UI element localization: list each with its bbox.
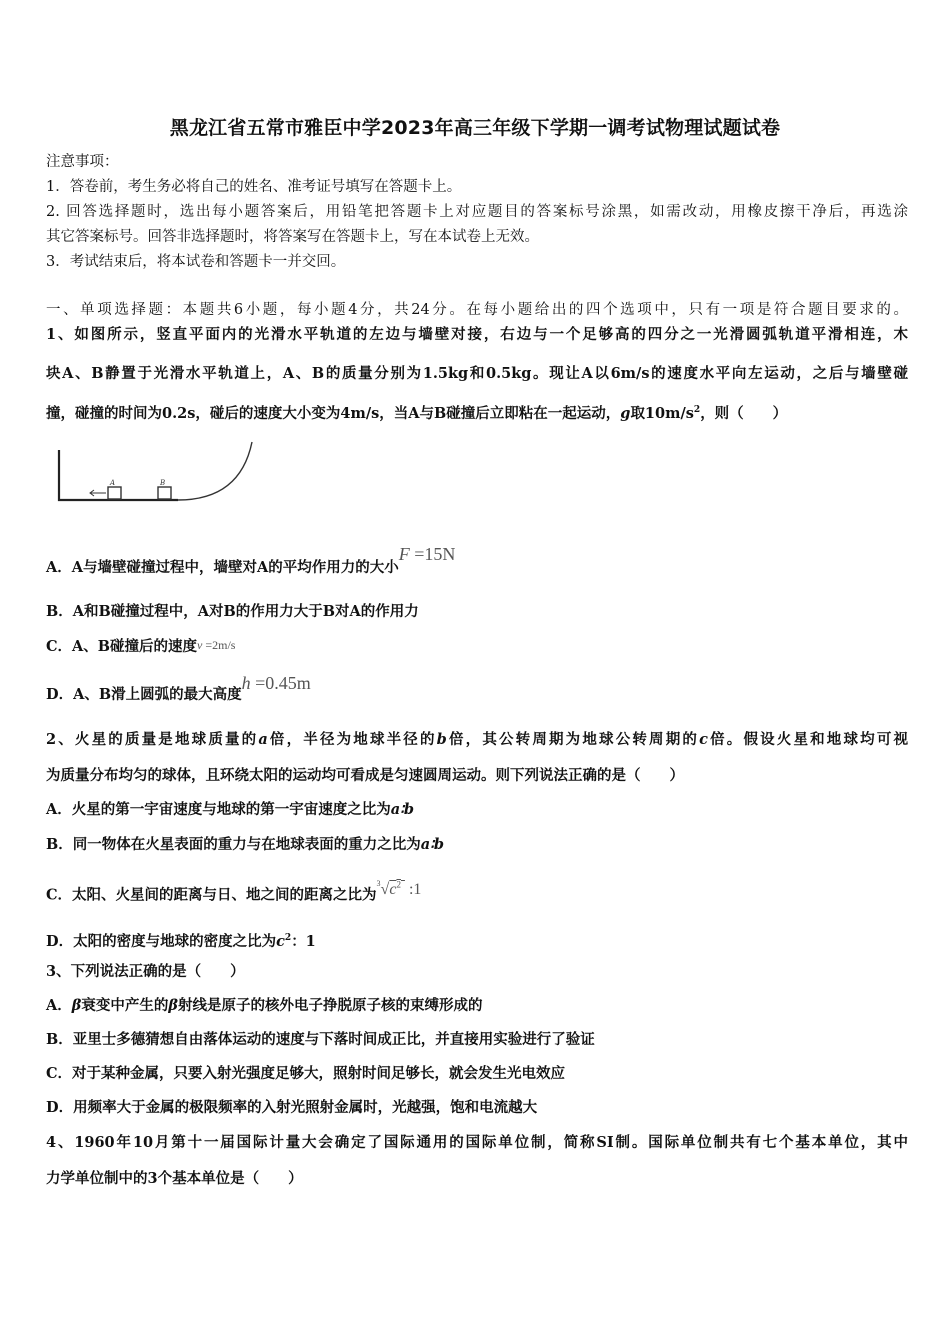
q2-option-b — [46, 835, 908, 855]
q3-option-a — [46, 996, 908, 1016]
beta-symbol: β — [71, 997, 82, 1014]
q1-stem-line-3 — [46, 400, 908, 424]
q1-stem-line-1: 1、如图所示，竖直平面内的光滑水平轨道的左边与墙壁对接，右边与一个足够高的四分之一光滑圆弧轨道平滑相连，木 — [46, 326, 908, 343]
q2-option-d-text: D．太阳的密度与地球的密度之比为 — [46, 932, 277, 950]
q1-option-d — [46, 673, 908, 705]
q1-stem-line-2: 块A、B静置于光滑水平轨道上，A、B的质量分别为1.5kg和0.5kg。现让A以6m/s的速度水平向左运动，之后与墙壁碰 — [46, 365, 908, 382]
q1-g-value: 取10m/s — [630, 404, 694, 422]
q3-option-a-post: 射线是原子的核外电子挣脱原子核的束缚形成的 — [178, 997, 483, 1014]
label-b: B — [160, 479, 166, 487]
q2-text-3: 倍，其公转周期为地球公转周期的 — [446, 731, 700, 748]
q2-text-4: 倍。假设火星和地球均可视 — [707, 731, 909, 748]
q3-option-d: D．用频率大于金属的极限频率的入射光照射金属时，光越强，饱和电流越大 — [46, 1099, 538, 1116]
q1-g-exponent: 2 — [693, 405, 701, 415]
root-radicand — [389, 881, 405, 898]
q2-stem-line-2: 为质量分布均匀的球体，且环绕太阳的运动均可看成是匀速圆周运动。则下列说法正确的是（ ） — [46, 767, 684, 784]
notice-item-2: 2. 回答选择题时，选出每小题答案后，用铅笔把答题卡上对应题目的答案标号涂黑，如需改动，用橡皮擦干净后，再选涂 — [46, 204, 908, 220]
q3-option-c: C．对于某种金属，只要入射光强度足够大，照射时间足够长，就会发生光电效应 — [46, 1065, 566, 1082]
q2-option-b-ratio: a∶b — [420, 836, 445, 853]
math-var: h — [241, 673, 251, 693]
math-var: v — [197, 638, 203, 652]
q2-option-d — [46, 928, 908, 952]
q2-option-d-var: c — [276, 932, 285, 950]
q1-g-symbol: g — [620, 404, 631, 422]
q1-option-c-math — [197, 638, 235, 652]
q2-var-b: b — [436, 731, 447, 748]
q2-text-2: 倍，半径为地球半径的 — [267, 731, 437, 748]
label-a: A — [110, 479, 116, 487]
q4-stem-line-2: 力学单位制中的3个基本单位是（ ） — [46, 1170, 303, 1187]
q1-stem-text: 撞，碰撞的时间为0.2s，碰后的速度大小变为4m/s，当A与B碰撞后立即粘在一起运动， — [46, 404, 621, 422]
wall-and-track — [59, 450, 178, 500]
q2-stem-line-1 — [46, 730, 908, 750]
notice-item-1: 1．答卷前，考生务必将自己的姓名、准考证号填写在答题卡上。 — [46, 179, 462, 195]
beta-symbol-2: β — [168, 997, 179, 1014]
root-exp: 2 — [396, 880, 401, 890]
block-a — [108, 487, 121, 499]
q2-option-d-end: ：1 — [291, 932, 316, 950]
q2-var-a: a — [258, 731, 268, 748]
math-rest: =0.45m — [250, 673, 311, 693]
q2-option-a-ratio: a∶b — [390, 801, 415, 818]
q3-option-b: B．亚里士多德猜想自由落体运动的速度与下落时间成正比，并直接用实验进行了验证 — [46, 1031, 595, 1048]
q2-option-c-text: C．太阳、火星间的距离与日、地之间的距离之比为 — [46, 886, 377, 904]
q3-option-a-label: A． — [46, 997, 72, 1014]
arc-track — [178, 442, 252, 500]
notice-item-3: 3．考试结束后，将本试卷和答题卡一并交回。 — [46, 254, 346, 270]
q1-option-d-text: D．A、B滑上圆弧的最大高度 — [46, 686, 242, 703]
q1-option-c-text: C．A、B碰撞后的速度 — [46, 638, 198, 655]
q2-option-a-text: A．火星的第一宇宙速度与地球的第一宇宙速度之比为 — [46, 801, 391, 818]
q2-option-c-math — [377, 881, 422, 898]
root-index: 3 — [376, 879, 381, 889]
q3-option-a-mid: 衰变中产生的 — [81, 997, 169, 1014]
notice-heading: 注意事项： — [46, 154, 119, 170]
block-b — [158, 487, 171, 499]
math-var: F — [398, 544, 410, 564]
q2-option-a — [46, 800, 908, 820]
q1-option-d-math — [242, 673, 311, 693]
q1-option-b: B．A和B碰撞过程中，A对B的作用力大于B对A的作用力 — [46, 603, 419, 620]
notice-item-2-cont: 其它答案标号。回答非选择题时，将答案写在答题卡上，写在本试卷上无效。 — [46, 229, 539, 245]
q1-option-c — [46, 637, 908, 657]
q2-option-d-sup: 2 — [284, 933, 292, 943]
q1-option-a — [46, 544, 908, 578]
q2-var-c: c — [699, 731, 708, 748]
root-base: c — [389, 881, 397, 899]
q2-text-1: 2、火星的质量是地球质量的 — [46, 731, 259, 748]
q2-option-c — [46, 880, 908, 907]
math-rest: =15N — [409, 544, 456, 564]
q3-stem: 3、下列说法正确的是（ ） — [46, 963, 245, 980]
radical-sign: √ — [380, 881, 390, 899]
section-heading: 一、单项选择题：本题共6小题，每小题4分，共24分。在每小题给出的四个选项中，只有一项是符合题目要求的。 — [46, 302, 908, 318]
q1-option-a-text: A．A与墙壁碰撞过程中，墙壁对A的平均作用力的大小 — [46, 559, 399, 576]
q4-stem-line-1: 4、1960年10月第十一届国际计量大会确定了国际通用的国际单位制，简称SI制。国际单位制共有七个基本单位，其中 — [46, 1134, 908, 1151]
exam-title: 黑龙江省五常市雅臣中学2023年高三年级下学期一调考试物理试题试卷 — [169, 117, 781, 139]
q1-stem-end: ，则（ ） — [700, 404, 788, 422]
q1-option-a-math — [399, 544, 456, 564]
math-rest: =2m/s — [202, 638, 236, 652]
q2-option-b-text: B．同一物体在火星表面的重力与在地球表面的重力之比为 — [46, 836, 421, 853]
root-tail: :1 — [404, 881, 422, 899]
q1-figure-track — [50, 438, 260, 508]
